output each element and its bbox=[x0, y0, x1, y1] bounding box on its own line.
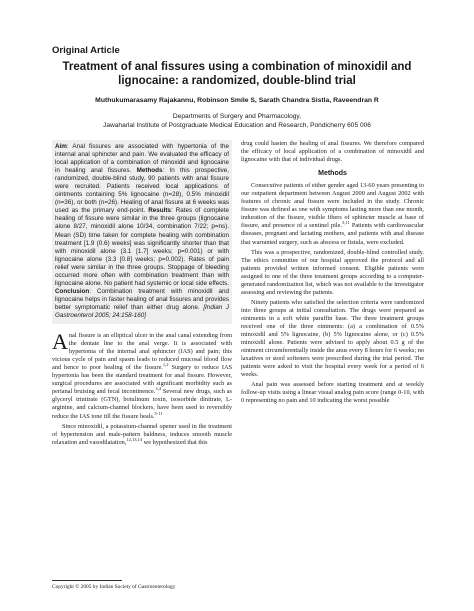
affiliation-line-2: Jawaharlal Institute of Postgraduate Medical Education and Research, Pondicherry 605 006 bbox=[103, 121, 371, 129]
journal-citation: [Indian J Gastroenterol 2005; 24:158-160] bbox=[55, 303, 230, 319]
affiliation bbox=[52, 113, 422, 131]
methods-paragraph-4: Anal pain was assessed before starting treatment and at weekly follow-up visits using a linear visual analog pain score (range 0-10, with 0 representing no pain and 10 indicating the worst possible bbox=[241, 381, 424, 405]
methods-paragraph-2: This was a prospective, randomized, double-blind controlled study. The ethics committee of our hospital approved the protocol and all patients provided written informed consent. Eligible patients were assigned to one of the three treatment groups according to a computer-generated randomization list, which was not available to the investigator assessing and reviewing the patients. bbox=[241, 248, 424, 296]
reference-marker: 5,11 bbox=[341, 220, 350, 226]
methods-heading: Methods bbox=[318, 170, 347, 178]
article-title: Treatment of anal fissures using a combination of minoxidil and lignocaine: a randomized, double-blind trial bbox=[62, 61, 412, 87]
methods-paragraph-1: Consecutive patients of either gender aged 13-60 years presenting to our outpatient department between August 2000 and August 2002 with features of chronic anal fissure were included in the study. Chronic fissure was defined as one with symptoms lasting more than one month, induration of the fissure, visible fibers of sphincter muscle at base of fissure, and presence of a sentinel pile.$^{5,11}$ Patients with cardiovascular diseases, pregnant and lactating mothers, and patients with anal disease that warranted surgery, such as abscess or fistula, were excluded. bbox=[241, 182, 424, 246]
reference-marker: 1,2 bbox=[162, 362, 169, 368]
methods-label: Methods bbox=[136, 167, 163, 175]
methods-text: : In this prospective, randomized, double-blind study, 90 patients with anal fissure were recruited. Patients received local applications of ointments containing 5% lignocaine (n=28), 0.5% minoxidil (n=36), or both (n=26). Healing of anal fissure at 6 weeks was used as the primary end-point. bbox=[55, 167, 230, 215]
footer-rule bbox=[52, 580, 122, 581]
copyright-notice: Copyright © 2005 by Indian Society of Gastroenterology bbox=[52, 584, 176, 590]
intro-paragraph-1: Anal fissure is an elliptical ulcer in the anal canal extending from the dentate line to the anal verge. It is associated with hypertonia of the internal anal sphincter (IAS) and pain; this vicious cycle of pain and spasm leads to reduced mucosal blood flow and hence to poor healing of the fissure.$^{1,2}$ Surgery to reduce IAS hypertonia has been the standard treatment for anal fissure. However, surgical procedures are associated with significant morbidity such as perianal bruising and fecal incontinence.$^{3,4}$ Several new drugs, such as glyceryl trinitrate (GTN), botulinum toxin, isosorbide dinitrate, L-arginine, and calcium-channel blockers, have been used to reversibly reduce the IAS tone till the fissure heals.$^{5-11}$ bbox=[52, 329, 232, 420]
affiliation-line-1: Departments of Surgery and Pharmacology, bbox=[172, 113, 302, 120]
results-label: Results bbox=[148, 207, 171, 215]
intro-continuation: drug could hasten the healing of anal fissures. We therefore compared the efficacy of local application of a combination of minoxidil and lignocaine with that of individual drugs. bbox=[241, 140, 424, 164]
methods-paragraph-3: Ninety patients who satisfied the selection criteria were randomized into three groups at initial consultation. The drugs were prepared as ointments in a soft white paraffin base. The three treatment groups received one of the three ointments: (a) a combination of 0.5% minoxidil and 5% lignocaine, (b) 5% lignocaine alone, or (c) 0.5% minoxidil alone. Patients were advised to apply about 0.5 g of the ointment circumferentially inside the anus every 8 hours for 6 weeks; no laxatives or stool softeners were prescribed during the trial period. The patients were asked to visit the hospital every week for a period of 6 weeks. bbox=[241, 298, 424, 379]
left-column bbox=[52, 140, 232, 449]
abstract-box bbox=[52, 140, 232, 324]
conclusion-label: Conclusion bbox=[55, 287, 90, 295]
drop-cap: A bbox=[52, 329, 68, 355]
results-text: : Rates of complete healing of fissure were similar in the three groups (lignocaine alone 8/27, minoxidil alone 10/34, combination 7/22; p=ns). Mean (SD) time taken for complete healing with combination treatment [1.9 (0.6) weeks] was significantly shorter than that with minoxidil alone (3.1 [1.7] weeks; p=0.001) or with lignocaine alone (3.3 [0.8] weeks; p=0.002). Rates of pain relief were similar in the three groups. Stoppage of bleeding occurred more often with combination treatment than with lignocaine alone. No patient had systemic or local side effects. bbox=[55, 207, 230, 287]
intro-paragraph-2: Since minoxidil, a potassium-channel opener used in the treatment of hypertension and male-pattern baldness, induces smooth muscle relaxation and vasodilatation,$^{12,13,14}$ we hypothesized that this bbox=[52, 422, 232, 446]
aim-text: : Anal fissures are associated with hypertonia of the internal anal sphincter and pain. We evaluated the efficacy of local application of a combination of minoxidil and lignocaine in healing anal fissures. bbox=[55, 143, 229, 175]
conclusion-text: : Combination treatment with minoxidil and lignocaine helps in faster healing of anal fissures and provides better symptomatic relief than either drug alone. bbox=[55, 287, 229, 311]
article-type-label: Original Article bbox=[52, 45, 120, 56]
reference-marker: 3,4 bbox=[155, 386, 162, 392]
reference-marker: 5-11 bbox=[154, 410, 163, 416]
author-list: Muthukumarasamy Rajakannu, Robinson Smile S, Sarath Chandra Sistla, Raveendran R bbox=[95, 97, 379, 104]
right-column bbox=[241, 140, 424, 407]
aim-label: Aim bbox=[55, 143, 67, 150]
reference-marker: 12,13,14 bbox=[126, 436, 143, 442]
introduction-text bbox=[52, 329, 232, 447]
